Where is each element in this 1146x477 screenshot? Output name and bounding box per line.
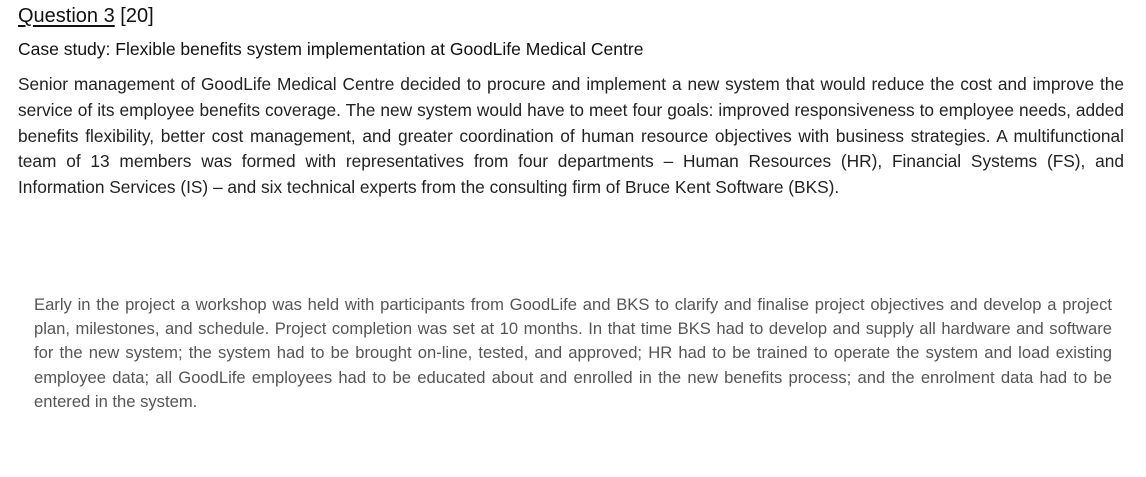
question-marks: [20] [120, 5, 154, 27]
paragraph-workshop: Early in the project a workshop was held with participants from GoodLife and BKS to clarify and finalise project objectives and develop a project plan, milestones, and schedule. Project completion was set at 10 months. In that time BKS had to develop and supply all hardware and software for the new system; the system had to be brought on-line, tested, and approved; HR had to be trained to operate the system and load existing employee data; all GoodLife employees had to be educated about and enrolled in the new benefits process; and the enrolment data had to be entered in the system. [34, 295, 1112, 411]
paragraph-intro: Senior management of GoodLife Medical Centre decided to procure and implement a new system that would reduce the cost and improve the service of its employee benefits coverage. The new system would have to meet four goals: improved responsiveness to employee needs, added benefits flexibility, better cost management, and greater coordination of human resource objectives with business strategies. A multifunctional team of 13 members was formed with representatives from four departments – Human Resources (HR), Financial Systems (FS), and Information Services (IS) – and six technical experts from the consulting firm of Bruce Kent Software (BKS). [18, 74, 1124, 198]
case-study-title: Case study: Flexible benefits system implementation at GoodLife Medical Centre [18, 39, 644, 59]
question-heading [18, 3, 154, 29]
question-label: Question 3 [18, 5, 115, 27]
